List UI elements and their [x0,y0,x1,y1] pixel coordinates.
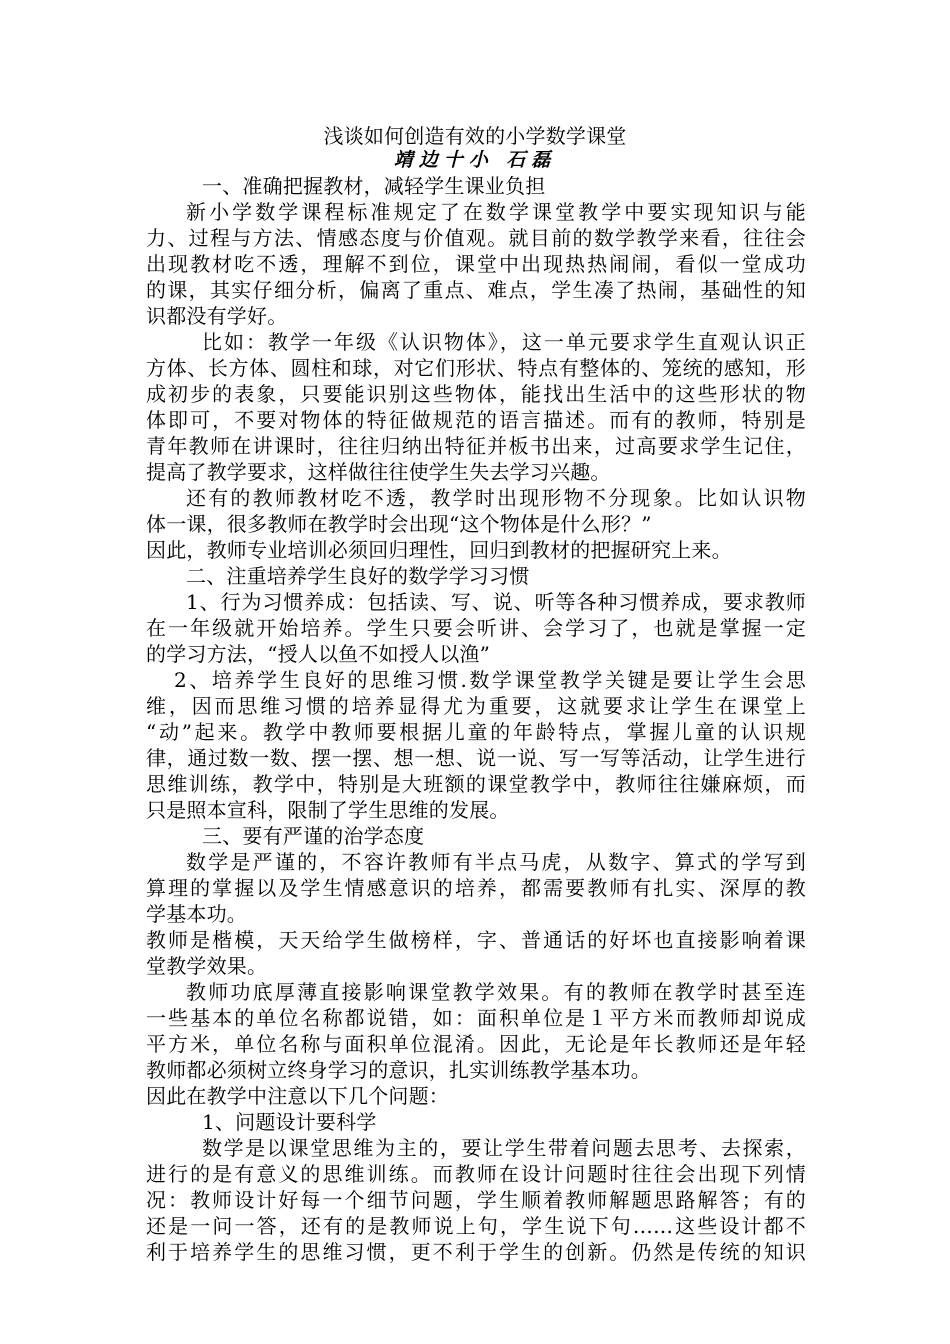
paragraph-line: 一些基本的单位名称都说错，如：面积单位是１平方米而教师却说成 [146,1006,806,1030]
paragraph-line: 只是照本宣科，限制了学生思维的发展。 [146,798,510,822]
paragraph-line: 平方米，单位名称与面积单位混淆。因此，无论是年长教师还是年轻 [146,1032,806,1056]
subsection-heading: 1、问题设计要科学 [202,1110,377,1134]
paragraph-line: 进行的是有意义的思维训练。而教师在设计问题时往往会出现下列情 [146,1162,806,1186]
paragraph-line: 在一年级就开始培养。学生只要会听讲、会学习了，也就是掌握一定 [146,616,806,640]
paragraph-line: 青年教师在讲课时，往往归纳出特征并板书出来，过高要求学生记住， [146,434,806,458]
paragraph-line: 教师功底厚薄直接影响课堂教学效果。有的教师在教学时甚至连 [186,980,806,1004]
paragraph-line: 成初步的表象，只要能识别这些物体，能找出生活中的这些形状的物 [146,382,806,406]
paragraph-line: 的学习方法，“授人以鱼不如授人以渔” [146,642,491,666]
paragraph-line: 利于培养学生的思维习惯，更不利于学生的创新。仍然是传统的知识 [146,1240,806,1264]
paragraph-line: 还是一问一答，还有的是教师说上句，学生说下句……这些设计都不 [146,1214,806,1238]
paragraph-line: 比如：教学一年级《认识物体》，这一单元要求学生直观认识正 [202,330,806,354]
section-heading-3: 三、要有严谨的治学态度 [202,824,425,848]
paragraph-line: 算理的掌握以及学生情感意识的培养，都需要教师有扎实、深厚的教 [146,876,806,900]
paragraph-line: 1、行为习惯养成：包括读、写、说、听等各种习惯养成，要求教师 [186,590,806,614]
paragraph-line: 因此在教学中注意以下几个问题： [146,1084,449,1108]
paragraph-line: 还有的教师教材吃不透，教学时出现形物不分现象。比如认识物 [186,486,806,510]
paragraph-line: 学基本功。 [146,902,247,926]
paragraph-line: 新小学数学课程标准规定了在数学课堂教学中要实现知识与能 [186,200,806,224]
author-line: 靖边十小 石磊 [393,149,557,171]
paragraph-line: 思维训练，教学中，特别是大班额的课堂教学中，教师往往嫌麻烦，而 [146,772,806,796]
paragraph-line: 维，因而思维习惯的培养显得尤为重要，这就要求让学生在课堂上 [146,694,806,718]
paragraph-line: 出现教材吃不透，理解不到位，课堂中出现热热闹闹，看似一堂成功 [146,252,806,276]
paragraph-line: 律，通过数一数、摆一摆、想一想、说一说、写一写等活动，让学生进行 [146,746,806,770]
paragraph-line: 因此，教师专业培训必须回归理性，回归到教材的把握研究上来。 [146,538,732,562]
paragraph-line: 体即可，不要对物体的特征做规范的语言描述。而有的教师，特别是 [146,408,806,432]
paragraph-line: 识都没有学好。 [146,304,288,328]
paragraph-line: 教师都必须树立终身学习的意识，扎实训练教学基本功。 [146,1058,651,1082]
paragraph-line: 数学是严谨的，不容许教师有半点马虎，从数字、算式的学写到 [186,850,806,874]
paragraph-line: 体一课，很多教师在教学时会出现“这个物体是什么形？” [146,512,652,536]
paragraph-line: 况：教师设计好每一个细节问题，学生顺着教师解题思路解答；有的 [146,1188,806,1212]
paragraph-line: 提高了教学要求，这样做往往使学生失去学习兴趣。 [146,460,611,484]
section-heading-1: 一、准确把握教材，减轻学生课业负担 [202,174,546,198]
document-title: 浅谈如何创造有效的小学数学课堂 [323,124,627,148]
paragraph-line: 教师是楷模，天天给学生做榜样，字、普通话的好坏也直接影响着课 [146,928,806,952]
paragraph-line: 2、培养学生良好的思维习惯.数学课堂教学关键是要让学生会思 [174,668,806,692]
paragraph-line: 的课，其实仔细分析，偏离了重点、难点，学生凑了热闹，基础性的知 [146,278,806,302]
paragraph-line: 堂教学效果。 [146,954,268,978]
paragraph-line: 力、过程与方法、情感态度与价值观。就目前的数学教学来看，往往会 [146,226,806,250]
section-heading-2: 二、注重培养学生良好的数学学习习惯 [186,564,530,588]
paragraph-line: “动”起来。教学中教师要根据儿童的年龄特点，掌握儿童的认识规 [146,720,806,744]
paragraph-line: 数学是以课堂思维为主的，要让学生带着问题去思考、去探索， [202,1136,806,1160]
paragraph-line: 方体、长方体、圆柱和球，对它们形状、特点有整体的、笼统的感知，形 [146,356,806,380]
